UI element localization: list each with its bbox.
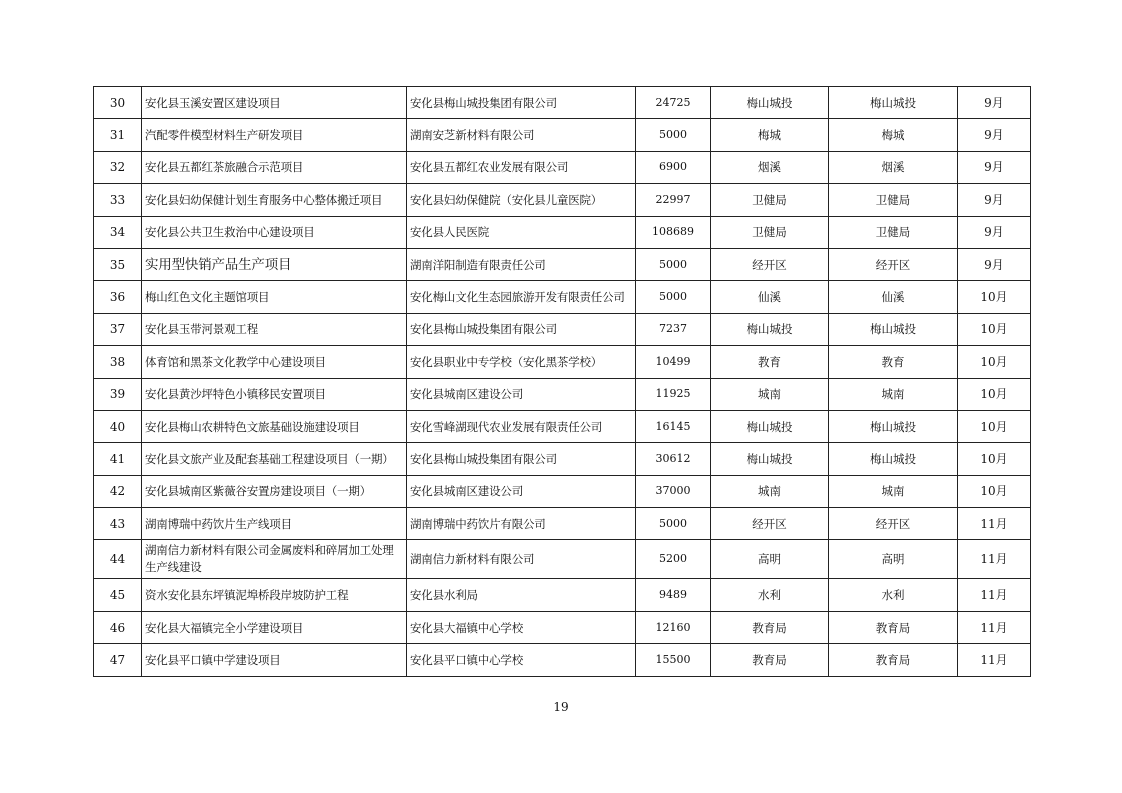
project-name-cell: 实用型快销产品生产项目 (142, 248, 407, 280)
start-month-cell: 10月 (958, 346, 1031, 378)
responsible-unit-cell: 梅山城投 (711, 410, 829, 442)
project-table (93, 86, 1031, 677)
project-name-cell: 湖南博瑞中药饮片生产线项目 (142, 508, 407, 540)
lead-unit-cell: 教育局 (829, 611, 958, 643)
responsible-unit-cell: 教育局 (711, 611, 829, 643)
row-number-cell: 42 (94, 475, 142, 507)
construction-unit-cell: 湖南信力新材料有限公司 (407, 540, 636, 579)
row-number-cell: 31 (94, 119, 142, 151)
project-name-cell: 梅山红色文化主题馆项目 (142, 281, 407, 313)
responsible-unit-cell: 经开区 (711, 248, 829, 280)
row-number-cell: 40 (94, 410, 142, 442)
construction-unit-cell: 安化梅山文化生态园旅游开发有限责任公司 (407, 281, 636, 313)
investment-cell: 12160 (636, 611, 711, 643)
start-month-cell: 11月 (958, 579, 1031, 611)
table-row (94, 184, 1031, 216)
project-name-cell: 安化县文旅产业及配套基础工程建设项目（一期） (142, 443, 407, 475)
page-number: 19 (553, 700, 569, 714)
row-number-cell: 47 (94, 644, 142, 676)
construction-unit-cell: 安化县五都红农业发展有限公司 (407, 151, 636, 183)
lead-unit-cell: 水利 (829, 579, 958, 611)
investment-cell: 16145 (636, 410, 711, 442)
lead-unit-cell: 城南 (829, 475, 958, 507)
project-name-cell: 湖南信力新材料有限公司金属废料和碎屑加工处理生产线建设 (142, 540, 407, 579)
construction-unit-cell: 安化县职业中专学校（安化黑茶学校） (407, 346, 636, 378)
table-row (94, 248, 1031, 280)
responsible-unit-cell: 烟溪 (711, 151, 829, 183)
lead-unit-cell: 教育 (829, 346, 958, 378)
construction-unit-cell: 安化雪峰湖现代农业发展有限责任公司 (407, 410, 636, 442)
lead-unit-cell: 教育局 (829, 644, 958, 676)
construction-unit-cell: 湖南洋阳制造有限责任公司 (407, 248, 636, 280)
investment-cell: 5000 (636, 281, 711, 313)
construction-unit-cell: 安化县梅山城投集团有限公司 (407, 87, 636, 119)
table-row (94, 443, 1031, 475)
table-row (94, 378, 1031, 410)
project-name-cell: 安化县妇幼保健计划生育服务中心整体搬迁项目 (142, 184, 407, 216)
investment-cell: 37000 (636, 475, 711, 507)
lead-unit-cell: 梅山城投 (829, 410, 958, 442)
table-row (94, 281, 1031, 313)
lead-unit-cell: 卫健局 (829, 216, 958, 248)
responsible-unit-cell: 卫健局 (711, 216, 829, 248)
investment-cell: 5000 (636, 119, 711, 151)
table-row (94, 346, 1031, 378)
project-name-cell: 安化县城南区紫薇谷安置房建设项目（一期） (142, 475, 407, 507)
lead-unit-cell: 高明 (829, 540, 958, 579)
responsible-unit-cell: 经开区 (711, 508, 829, 540)
project-name-cell: 安化县五都红茶旅融合示范项目 (142, 151, 407, 183)
responsible-unit-cell: 梅山城投 (711, 313, 829, 345)
project-name-cell: 安化县黄沙坪特色小镇移民安置项目 (142, 378, 407, 410)
start-month-cell: 9月 (958, 248, 1031, 280)
investment-cell: 5000 (636, 248, 711, 280)
project-name-cell: 汽配零件模型材料生产研发项目 (142, 119, 407, 151)
start-month-cell: 11月 (958, 508, 1031, 540)
start-month-cell: 9月 (958, 119, 1031, 151)
start-month-cell: 10月 (958, 378, 1031, 410)
project-name-cell: 资水安化县东坪镇泥埠桥段岸坡防护工程 (142, 579, 407, 611)
responsible-unit-cell: 梅山城投 (711, 443, 829, 475)
construction-unit-cell: 安化县城南区建设公司 (407, 475, 636, 507)
table-row (94, 475, 1031, 507)
table-row (94, 410, 1031, 442)
investment-cell: 10499 (636, 346, 711, 378)
lead-unit-cell: 梅山城投 (829, 313, 958, 345)
investment-cell: 11925 (636, 378, 711, 410)
construction-unit-cell: 安化县大福镇中心学校 (407, 611, 636, 643)
start-month-cell: 11月 (958, 540, 1031, 579)
table-row (94, 579, 1031, 611)
row-number-cell: 35 (94, 248, 142, 280)
investment-cell: 9489 (636, 579, 711, 611)
construction-unit-cell: 安化县妇幼保健院（安化县儿童医院） (407, 184, 636, 216)
responsible-unit-cell: 梅城 (711, 119, 829, 151)
table-row (94, 611, 1031, 643)
row-number-cell: 33 (94, 184, 142, 216)
investment-cell: 22997 (636, 184, 711, 216)
row-number-cell: 32 (94, 151, 142, 183)
start-month-cell: 9月 (958, 216, 1031, 248)
row-number-cell: 37 (94, 313, 142, 345)
start-month-cell: 10月 (958, 443, 1031, 475)
responsible-unit-cell: 高明 (711, 540, 829, 579)
investment-cell: 7237 (636, 313, 711, 345)
start-month-cell: 10月 (958, 410, 1031, 442)
project-name-cell: 安化县玉带河景观工程 (142, 313, 407, 345)
start-month-cell: 9月 (958, 184, 1031, 216)
row-number-cell: 46 (94, 611, 142, 643)
construction-unit-cell: 安化县平口镇中心学校 (407, 644, 636, 676)
construction-unit-cell: 安化县梅山城投集团有限公司 (407, 313, 636, 345)
start-month-cell: 10月 (958, 281, 1031, 313)
project-name-cell: 安化县平口镇中学建设项目 (142, 644, 407, 676)
lead-unit-cell: 梅山城投 (829, 443, 958, 475)
investment-cell: 6900 (636, 151, 711, 183)
lead-unit-cell: 经开区 (829, 248, 958, 280)
project-name-cell: 安化县大福镇完全小学建设项目 (142, 611, 407, 643)
table-row (94, 119, 1031, 151)
lead-unit-cell: 卫健局 (829, 184, 958, 216)
construction-unit-cell: 湖南安芝新材料有限公司 (407, 119, 636, 151)
investment-cell: 5000 (636, 508, 711, 540)
responsible-unit-cell: 卫健局 (711, 184, 829, 216)
project-name-cell: 安化县玉溪安置区建设项目 (142, 87, 407, 119)
table-row (94, 151, 1031, 183)
responsible-unit-cell: 仙溪 (711, 281, 829, 313)
row-number-cell: 44 (94, 540, 142, 579)
investment-cell: 5200 (636, 540, 711, 579)
construction-unit-cell: 安化县梅山城投集团有限公司 (407, 443, 636, 475)
responsible-unit-cell: 教育 (711, 346, 829, 378)
row-number-cell: 39 (94, 378, 142, 410)
table-row (94, 216, 1031, 248)
lead-unit-cell: 经开区 (829, 508, 958, 540)
lead-unit-cell: 仙溪 (829, 281, 958, 313)
investment-cell: 30612 (636, 443, 711, 475)
construction-unit-cell: 湖南博瑞中药饮片有限公司 (407, 508, 636, 540)
row-number-cell: 38 (94, 346, 142, 378)
responsible-unit-cell: 水利 (711, 579, 829, 611)
responsible-unit-cell: 教育局 (711, 644, 829, 676)
construction-unit-cell: 安化县人民医院 (407, 216, 636, 248)
table-row (94, 644, 1031, 676)
construction-unit-cell: 安化县城南区建设公司 (407, 378, 636, 410)
project-name-cell: 体育馆和黑茶文化教学中心建设项目 (142, 346, 407, 378)
lead-unit-cell: 城南 (829, 378, 958, 410)
row-number-cell: 34 (94, 216, 142, 248)
start-month-cell: 10月 (958, 475, 1031, 507)
table-row (94, 508, 1031, 540)
start-month-cell: 11月 (958, 644, 1031, 676)
project-name-cell: 安化县公共卫生救治中心建设项目 (142, 216, 407, 248)
start-month-cell: 10月 (958, 313, 1031, 345)
lead-unit-cell: 梅山城投 (829, 87, 958, 119)
row-number-cell: 41 (94, 443, 142, 475)
lead-unit-cell: 烟溪 (829, 151, 958, 183)
table-row (94, 540, 1031, 579)
row-number-cell: 36 (94, 281, 142, 313)
table-row (94, 87, 1031, 119)
construction-unit-cell: 安化县水利局 (407, 579, 636, 611)
table-body (94, 87, 1031, 677)
investment-cell: 24725 (636, 87, 711, 119)
responsible-unit-cell: 城南 (711, 378, 829, 410)
project-name-cell: 安化县梅山农耕特色文旅基础设施建设项目 (142, 410, 407, 442)
investment-cell: 108689 (636, 216, 711, 248)
investment-cell: 15500 (636, 644, 711, 676)
start-month-cell: 9月 (958, 87, 1031, 119)
row-number-cell: 45 (94, 579, 142, 611)
lead-unit-cell: 梅城 (829, 119, 958, 151)
responsible-unit-cell: 城南 (711, 475, 829, 507)
start-month-cell: 9月 (958, 151, 1031, 183)
row-number-cell: 43 (94, 508, 142, 540)
responsible-unit-cell: 梅山城投 (711, 87, 829, 119)
row-number-cell: 30 (94, 87, 142, 119)
start-month-cell: 11月 (958, 611, 1031, 643)
table-row (94, 313, 1031, 345)
